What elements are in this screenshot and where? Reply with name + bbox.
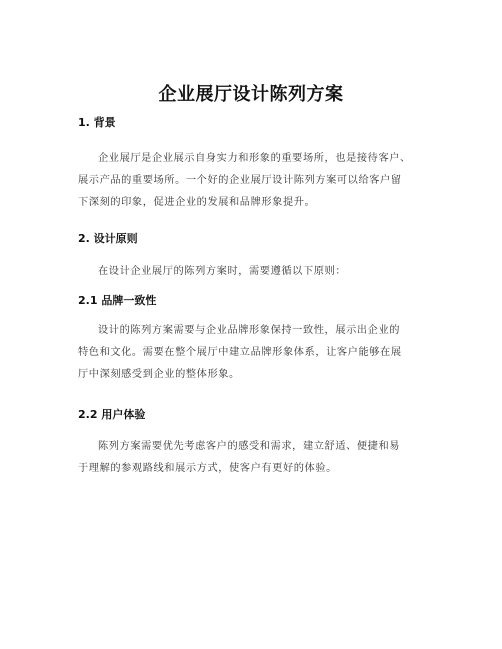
paragraph-line: 陈列方案需要优先考虑客户的感受和需求，建立舒适、便捷和易 xyxy=(98,441,401,452)
paragraph-line: 在设计企业展厅的陈列方案时，需要遵循以下原则： xyxy=(98,266,347,277)
section-paragraph-design-principles xyxy=(78,261,438,283)
paragraph-line: 展示产品的重要场所。一个好的企业展厅设计陈列方案可以给客户留 xyxy=(78,175,402,186)
paragraph-line: 特色和文化。需要在整个展厅中建立品牌形象体系，让客户能够在展 xyxy=(78,347,402,358)
document-title: 企业展厅设计陈列方案 xyxy=(158,84,344,105)
paragraph-line: 下深刻的印象，促进企业的发展和品牌形象提升。 xyxy=(78,197,316,208)
paragraph-line: 厅中深刻感受到企业的整体形象。 xyxy=(78,369,240,380)
paragraph-line: 于理解的参观路线和展示方式，使客户有更好的体验。 xyxy=(78,463,337,474)
section-heading-design-principles: 2. 设计原则 xyxy=(78,232,138,245)
paragraph-line: 企业展厅是企业展示自身实力和形象的重要场所，也是接待客户、 xyxy=(98,153,411,164)
section-heading-user-experience: 2.2 用户体验 xyxy=(78,408,146,421)
paragraph-line: 设计的陈列方案需要与企业品牌形象保持一致性，展示出企业的 xyxy=(98,325,401,336)
section-heading-brand-consistency: 2.1 品牌一致性 xyxy=(78,294,157,307)
section-paragraph-user-experience xyxy=(78,436,438,480)
section-paragraph-brand-consistency xyxy=(78,320,438,386)
section-heading-background: 1. 背景 xyxy=(78,116,116,129)
section-paragraph-background xyxy=(78,148,438,214)
